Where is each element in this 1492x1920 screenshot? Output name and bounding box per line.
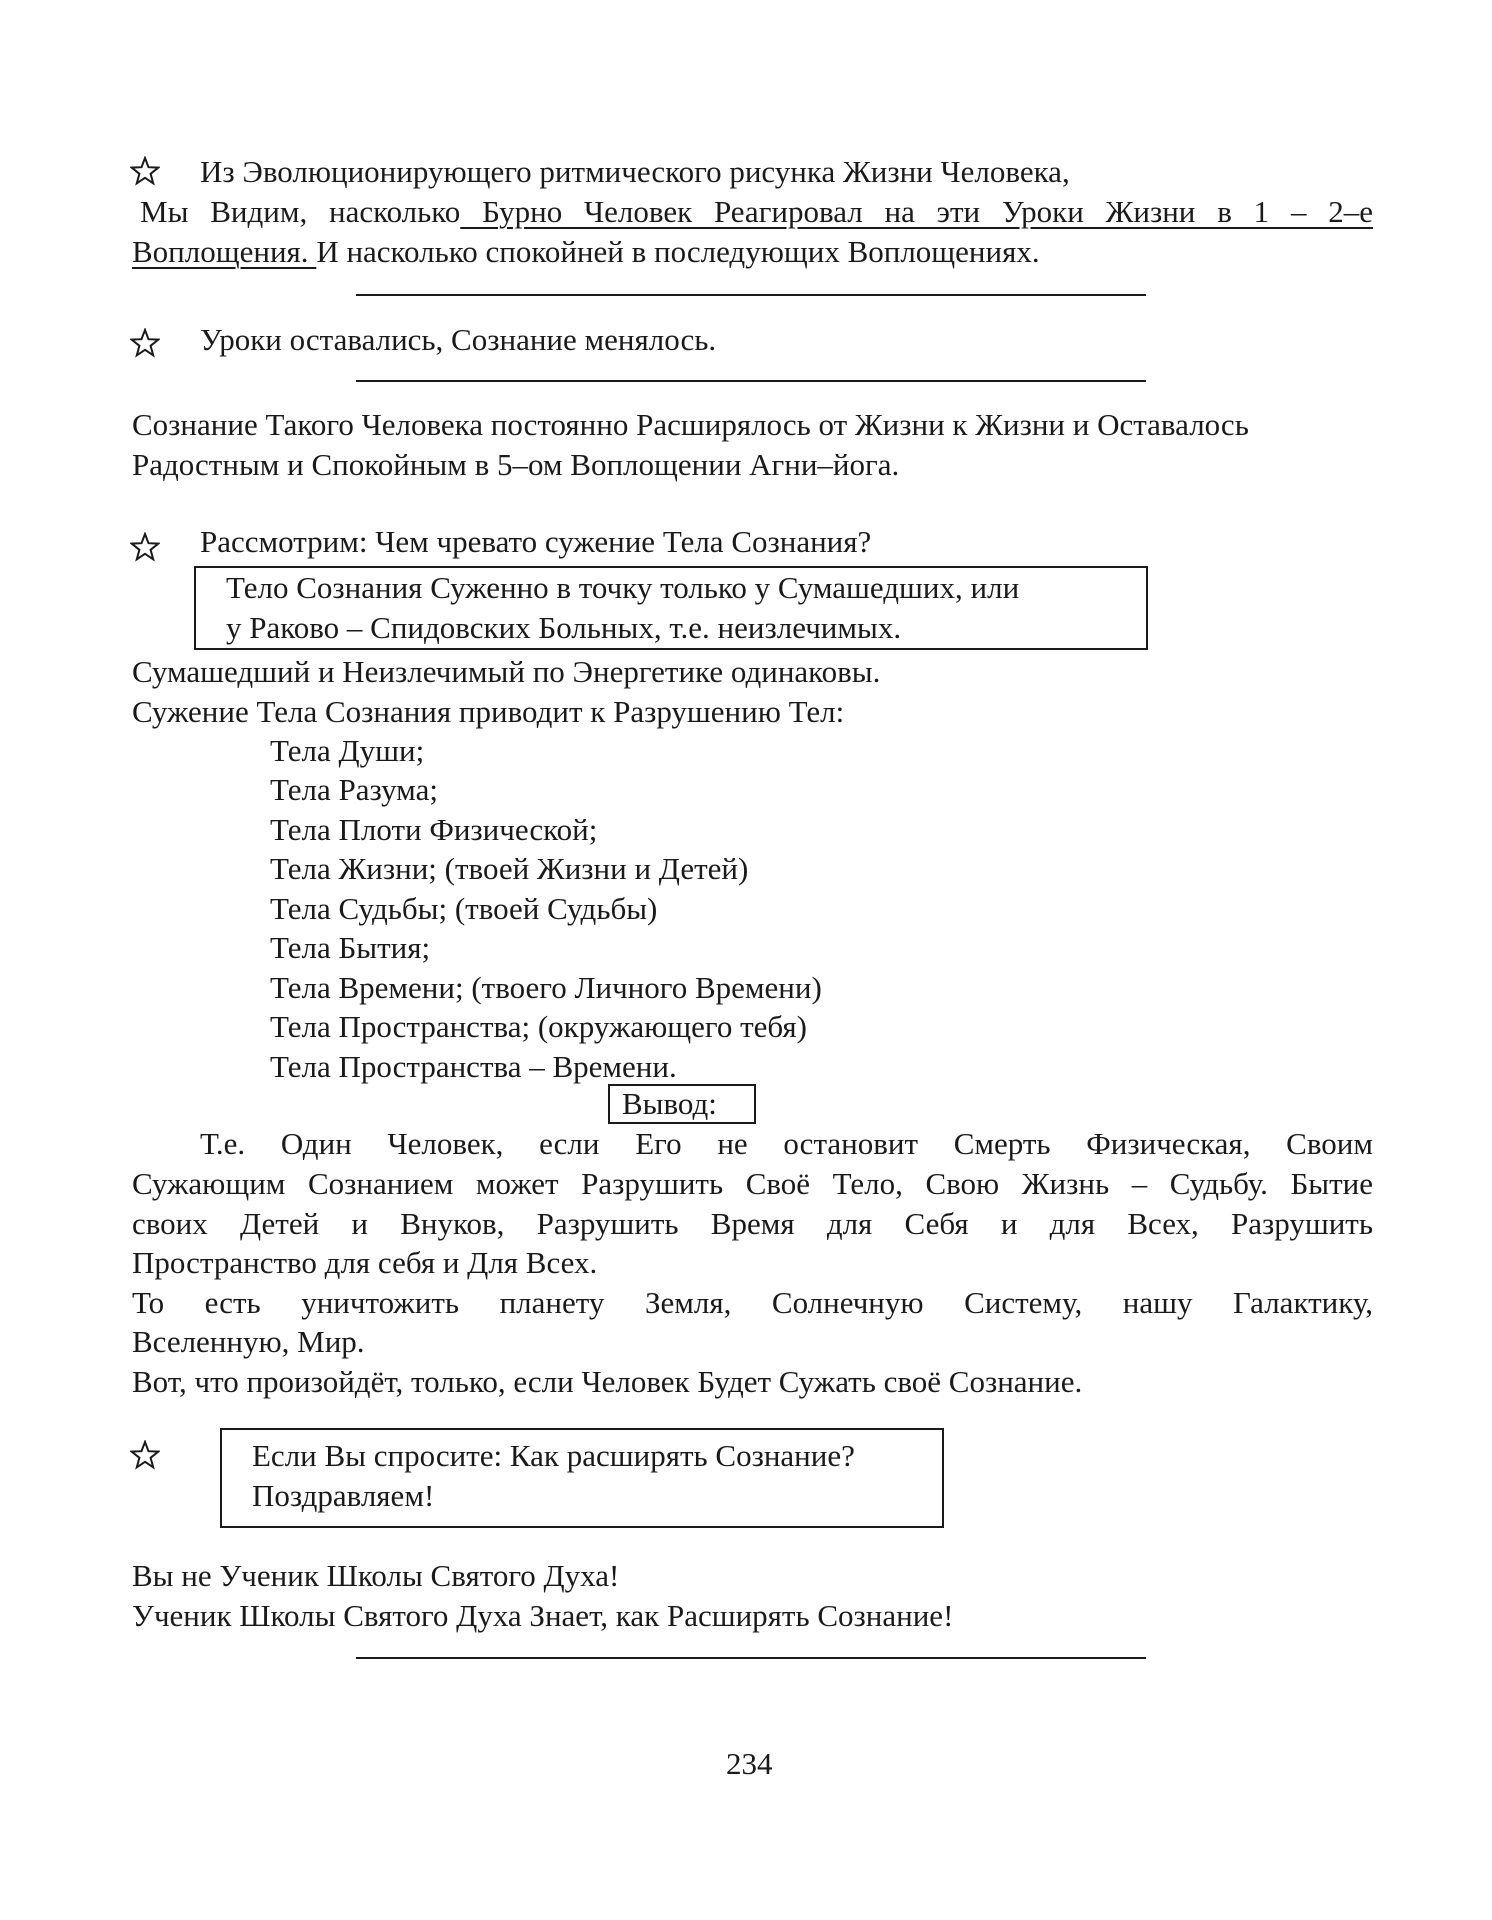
paragraph-line: Сумашедший и Неизлечимый по Энергетике одинаковы. (132, 654, 881, 689)
paragraph-line: Уроки оставались, Сознание менялось. (200, 322, 717, 357)
box-line: Тело Сознания Суженно в точку только у Сумашедших, или (226, 570, 1020, 605)
box-line: у Раково – Спидовских Больных, т.е. неизлечимых. (226, 610, 902, 645)
list-item: Тела Плоти Физической; (270, 812, 598, 847)
paragraph-line: То есть уничтожить планету Земля, Солнечную Систему, нашу Галактику, (132, 1285, 1373, 1320)
list-item: Тела Пространства; (окружающего тебя) (270, 1009, 807, 1044)
box-line: Если Вы спросите: Как расширять Сознание? (252, 1438, 855, 1473)
paragraph-line: своих Детей и Внуков, Разрушить Время для Себя и для Всех, Разрушить (132, 1206, 1373, 1241)
paragraph-line: Вселенную, Мир. (132, 1324, 365, 1359)
paragraph-line: Т.е. Один Человек, если Его не остановит Смерть Физическая, Своим (200, 1126, 1373, 1161)
text-fragment: Мы Видим, насколько (140, 194, 461, 229)
box-line: Поздравляем! (252, 1478, 435, 1513)
star-bullet-icon (130, 328, 160, 358)
list-item: Тела Жизни; (твоей Жизни и Детей) (270, 851, 749, 886)
paragraph-line (132, 232, 1040, 272)
separator-line (356, 380, 1146, 382)
underlined-text: Бурно Человек Реагировал на эти Уроки Жизни в 1 – 2–е (460, 194, 1374, 229)
list-item: Тела Души; (270, 733, 425, 768)
separator-line (356, 294, 1146, 296)
section-question: Рассмотрим: Чем чревато сужение Тела Сознания? (200, 524, 872, 559)
text-fragment: И насколько спокойней в последующих Воплощениях. (316, 234, 1040, 269)
list-item: Тела Времени; (твоего Личного Времени) (270, 970, 822, 1005)
star-bullet-icon (130, 1440, 160, 1470)
list-item: Тела Судьбы; (твоей Судьбы) (270, 891, 658, 926)
star-bullet-icon (130, 156, 160, 186)
list-item: Тела Разума; (270, 772, 438, 807)
highlight-box (220, 1428, 944, 1528)
paragraph-line: Ученик Школы Святого Духа Знает, как Расширять Сознание! (132, 1598, 954, 1633)
paragraph-line: Радостным и Спокойным в 5–ом Воплощении Агни–йога. (132, 447, 900, 482)
star-bullet-icon (130, 532, 160, 562)
list-item: Тела Пространства – Времени. (270, 1049, 677, 1084)
separator-line (356, 1657, 1146, 1659)
page-number: 234 (726, 1746, 773, 1781)
paragraph-line: Сужение Тела Сознания приводит к Разрушению Тел: (132, 694, 845, 729)
paragraph-line: Пространство для себя и Для Всех. (132, 1245, 598, 1280)
paragraph-line: Вот, что произойдёт, только, если Человек Будет Сужать своё Сознание. (132, 1364, 1083, 1399)
underlined-text: Воплощения. (132, 234, 317, 269)
paragraph-line: Из Эволюционирующего ритмического рисунка Жизни Человека, (200, 154, 1070, 189)
paragraph-line: Сужающим Сознанием может Разрушить Своё Тело, Свою Жизнь – Судьбу. Бытие (132, 1166, 1373, 1201)
paragraph-line: Сознание Такого Человека постоянно Расширялось от Жизни к Жизни и Оставалось (132, 407, 1249, 442)
paragraph-line (140, 192, 1373, 232)
conclusion-label: Вывод: (622, 1086, 717, 1121)
paragraph-line: Вы не Ученик Школы Святого Духа! (132, 1558, 620, 1593)
highlight-box (194, 566, 1148, 650)
conclusion-label-box (608, 1084, 756, 1124)
list-item: Тела Бытия; (270, 930, 431, 965)
